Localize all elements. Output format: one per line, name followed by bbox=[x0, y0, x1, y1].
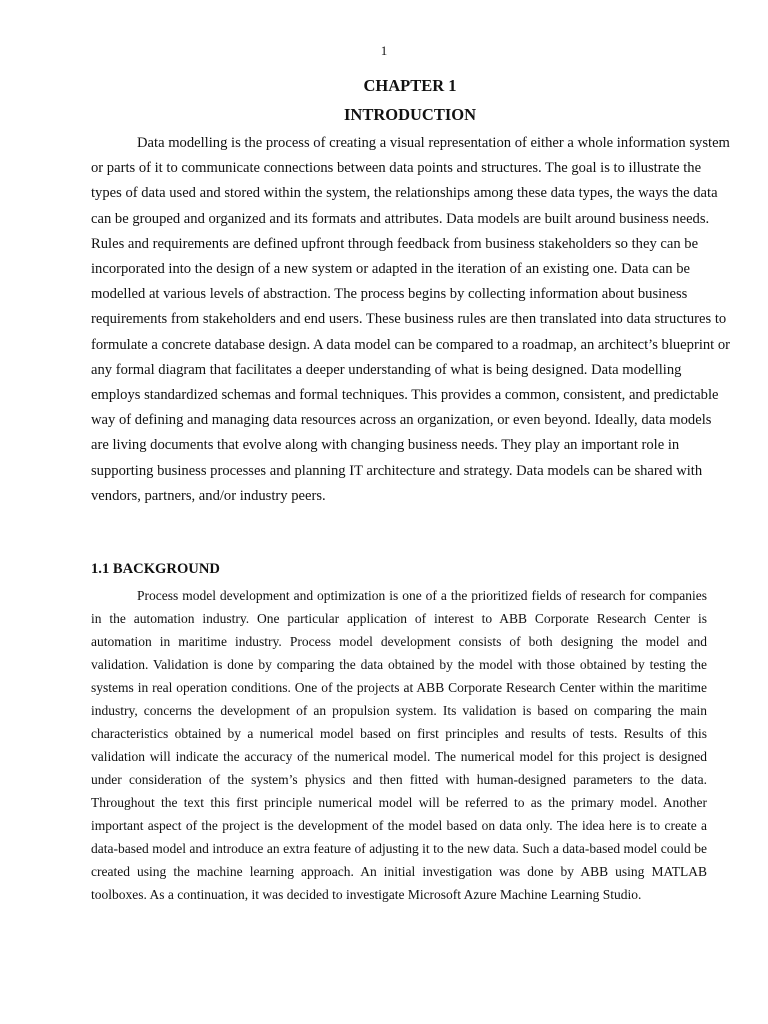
intro-paragraph: Data modelling is the process of creating a visual representation of either a whole information system or parts of it to communicate connections between data points and structures. The goal is to illustrate the types of data used and stored within the system, the relationships among these data types, the ways the data can be grouped and organized and its formats and attributes. Data models are built around business needs. Rules and requirements are defined upfront through feedback from business stakeholders so they can be incorporated into the design of a new system or adapted in the iteration of an existing one. Data can be modelled at various levels of abstraction. The process begins by collecting information about business requirements from stakeholders and end users. These business rules are then translated into data structures to formulate a concrete database design. A data model can be compared to a roadmap, an architect’s blueprint or any formal diagram that facilitates a deeper understanding of what is being designed. Data modelling employs standardized schemas and formal techniques. This provides a common, consistent, and predictable way of defining and managing data resources across an organization, or even beyond. Ideally, data models are living documents that evolve along with changing business needs. They play an important role in supporting business processes and planning IT architecture and strategy. Data models can be shared with vendors, partners, and/or industry peers. bbox=[91, 135, 731, 504]
chapter-title: INTRODUCTION bbox=[343, 105, 477, 124]
chapter-label: CHAPTER 1 bbox=[363, 76, 457, 95]
section-heading-background: 1.1 BACKGROUND bbox=[91, 561, 220, 577]
background-paragraph: Process model development and optimization is one of a the prioritized fields of research for companies in the automation industry. One particular application of interest to ABB Corporate Research Center is automation in maritime industry. Process model development consists of both designing the model and validation. Validation is done by comparing the data obtained by the model with those obtained by testing the systems in real operation conditions. One of the projects at ABB Corporate Research Center within the maritime industry, concerns the development of an propulsion system. Its validation is based on comparing the main characteristics obtained by a numerical model based on first principles and results of tests. Results of this validation will indicate the accuracy of the numerical model. The numerical model for this project is designed under consideration of the system’s physics and then fitted with human-designed parameters to the data. Throughout the text this first principle numerical model will be referred to as the primary model. Another important aspect of the project is the development of the model based on data only. The idea here is to create a data-based model and introduce an extra feature of adjusting it to the new data. Such a data-based model could be created using the machine learning approach. An initial investigation was done by ABB using MATLAB toolboxes. As a continuation, it was decided to investigate Microsoft Azure Machine Learning Studio. bbox=[91, 588, 707, 902]
page-number: 1 bbox=[380, 43, 388, 58]
